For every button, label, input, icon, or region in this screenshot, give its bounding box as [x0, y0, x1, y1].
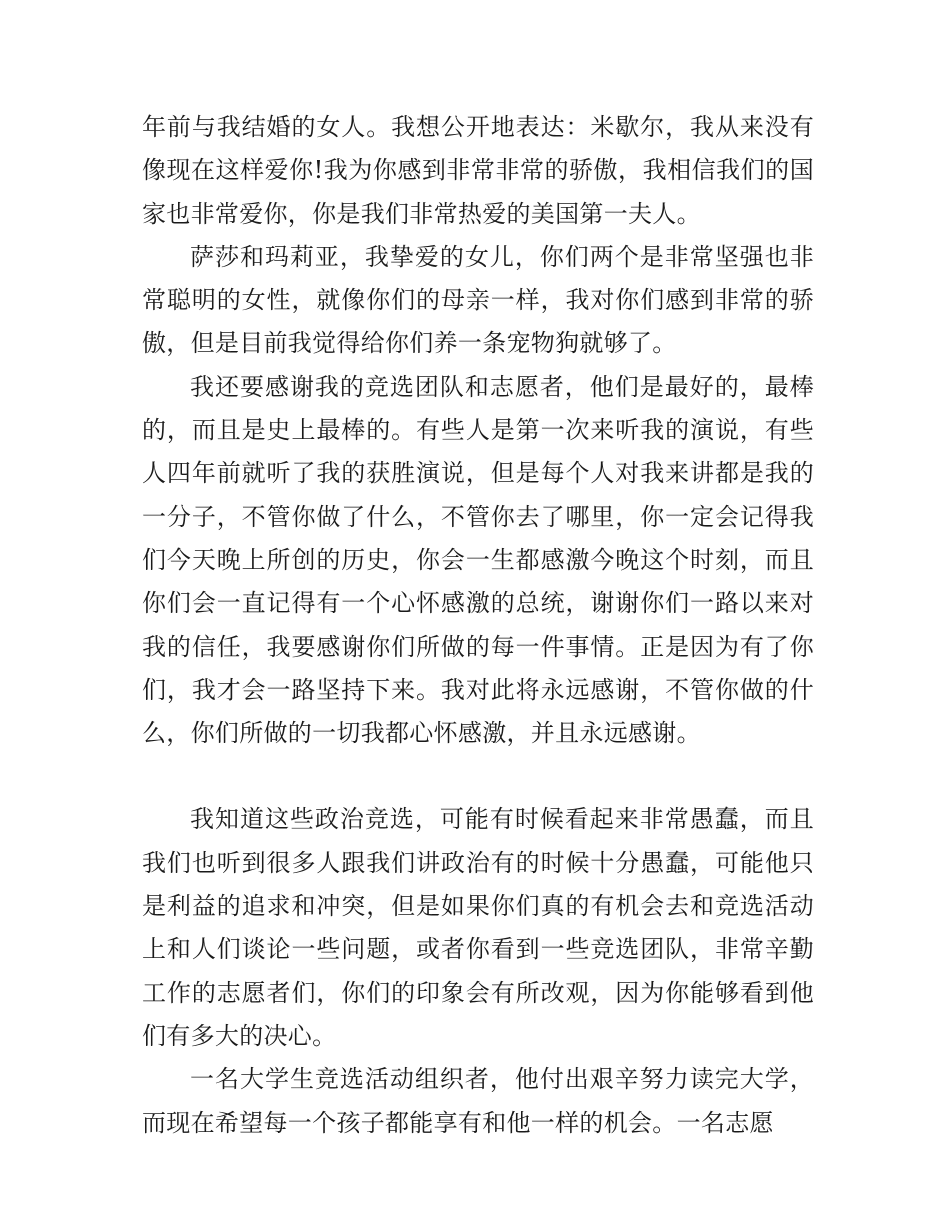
paragraph-1: 年前与我结婚的女人。我想公开地表达：米歇尔，我从来没有像现在这样爱你!我为你感到非常非常的骄傲，我相信我们的国家也非常爱你，你是我们非常热爱的美国第一夫人。: [142, 113, 814, 228]
paragraph-2: 萨莎和玛莉亚，我挚爱的女儿，你们两个是非常坚强也非常聪明的女性，就像你们的母亲一样，我对你们感到非常的骄傲，但是目前我觉得给你们养一条宠物狗就够了。: [142, 242, 814, 358]
speech-text: [142, 106, 814, 1145]
paragraph-gap: [142, 755, 814, 798]
paragraph-3: 我还要感谢我的竞选团队和志愿者，他们是最好的，最棒的，而且是史上最棒的。有些人是第一次来听我的演说，有些人四年前就听了我的获胜演说，但是每个人对我来讲都是我的一分子，不管你做了什么，不管你去了哪里，你一定会记得我们今天晚上所创的历史，你会一生都感激今晚这个时刻，而且你们会一直记得有一个心怀感激的总统，谢谢你们一路以来对我的信任，我要感谢你们所做的每一件事情。正是因为有了你们，我才会一路坚持下来。我对此将永远感谢，不管你做的什么，你们所做的一切我都心怀感激，并且永远感谢。: [142, 372, 814, 748]
paragraph-4: 我知道这些政治竞选，可能有时候看起来非常愚蠢，而且我们也听到很多人跟我们讲政治有的时候十分愚蠢，可能他只是利益的追求和冲突，但是如果你们真的有机会去和竞选活动上和人们谈论一些问题，或者你看到一些竞选团队，非常辛勤工作的志愿者们，你们的印象会有所改观，因为你能够看到他们有多大的决心。: [142, 805, 814, 1050]
paragraph-5: 一名大学生竞选活动组织者，他付出艰辛努力读完大学，而现在希望每一个孩子都能享有和他一样的机会。一名志愿: [142, 1065, 814, 1137]
